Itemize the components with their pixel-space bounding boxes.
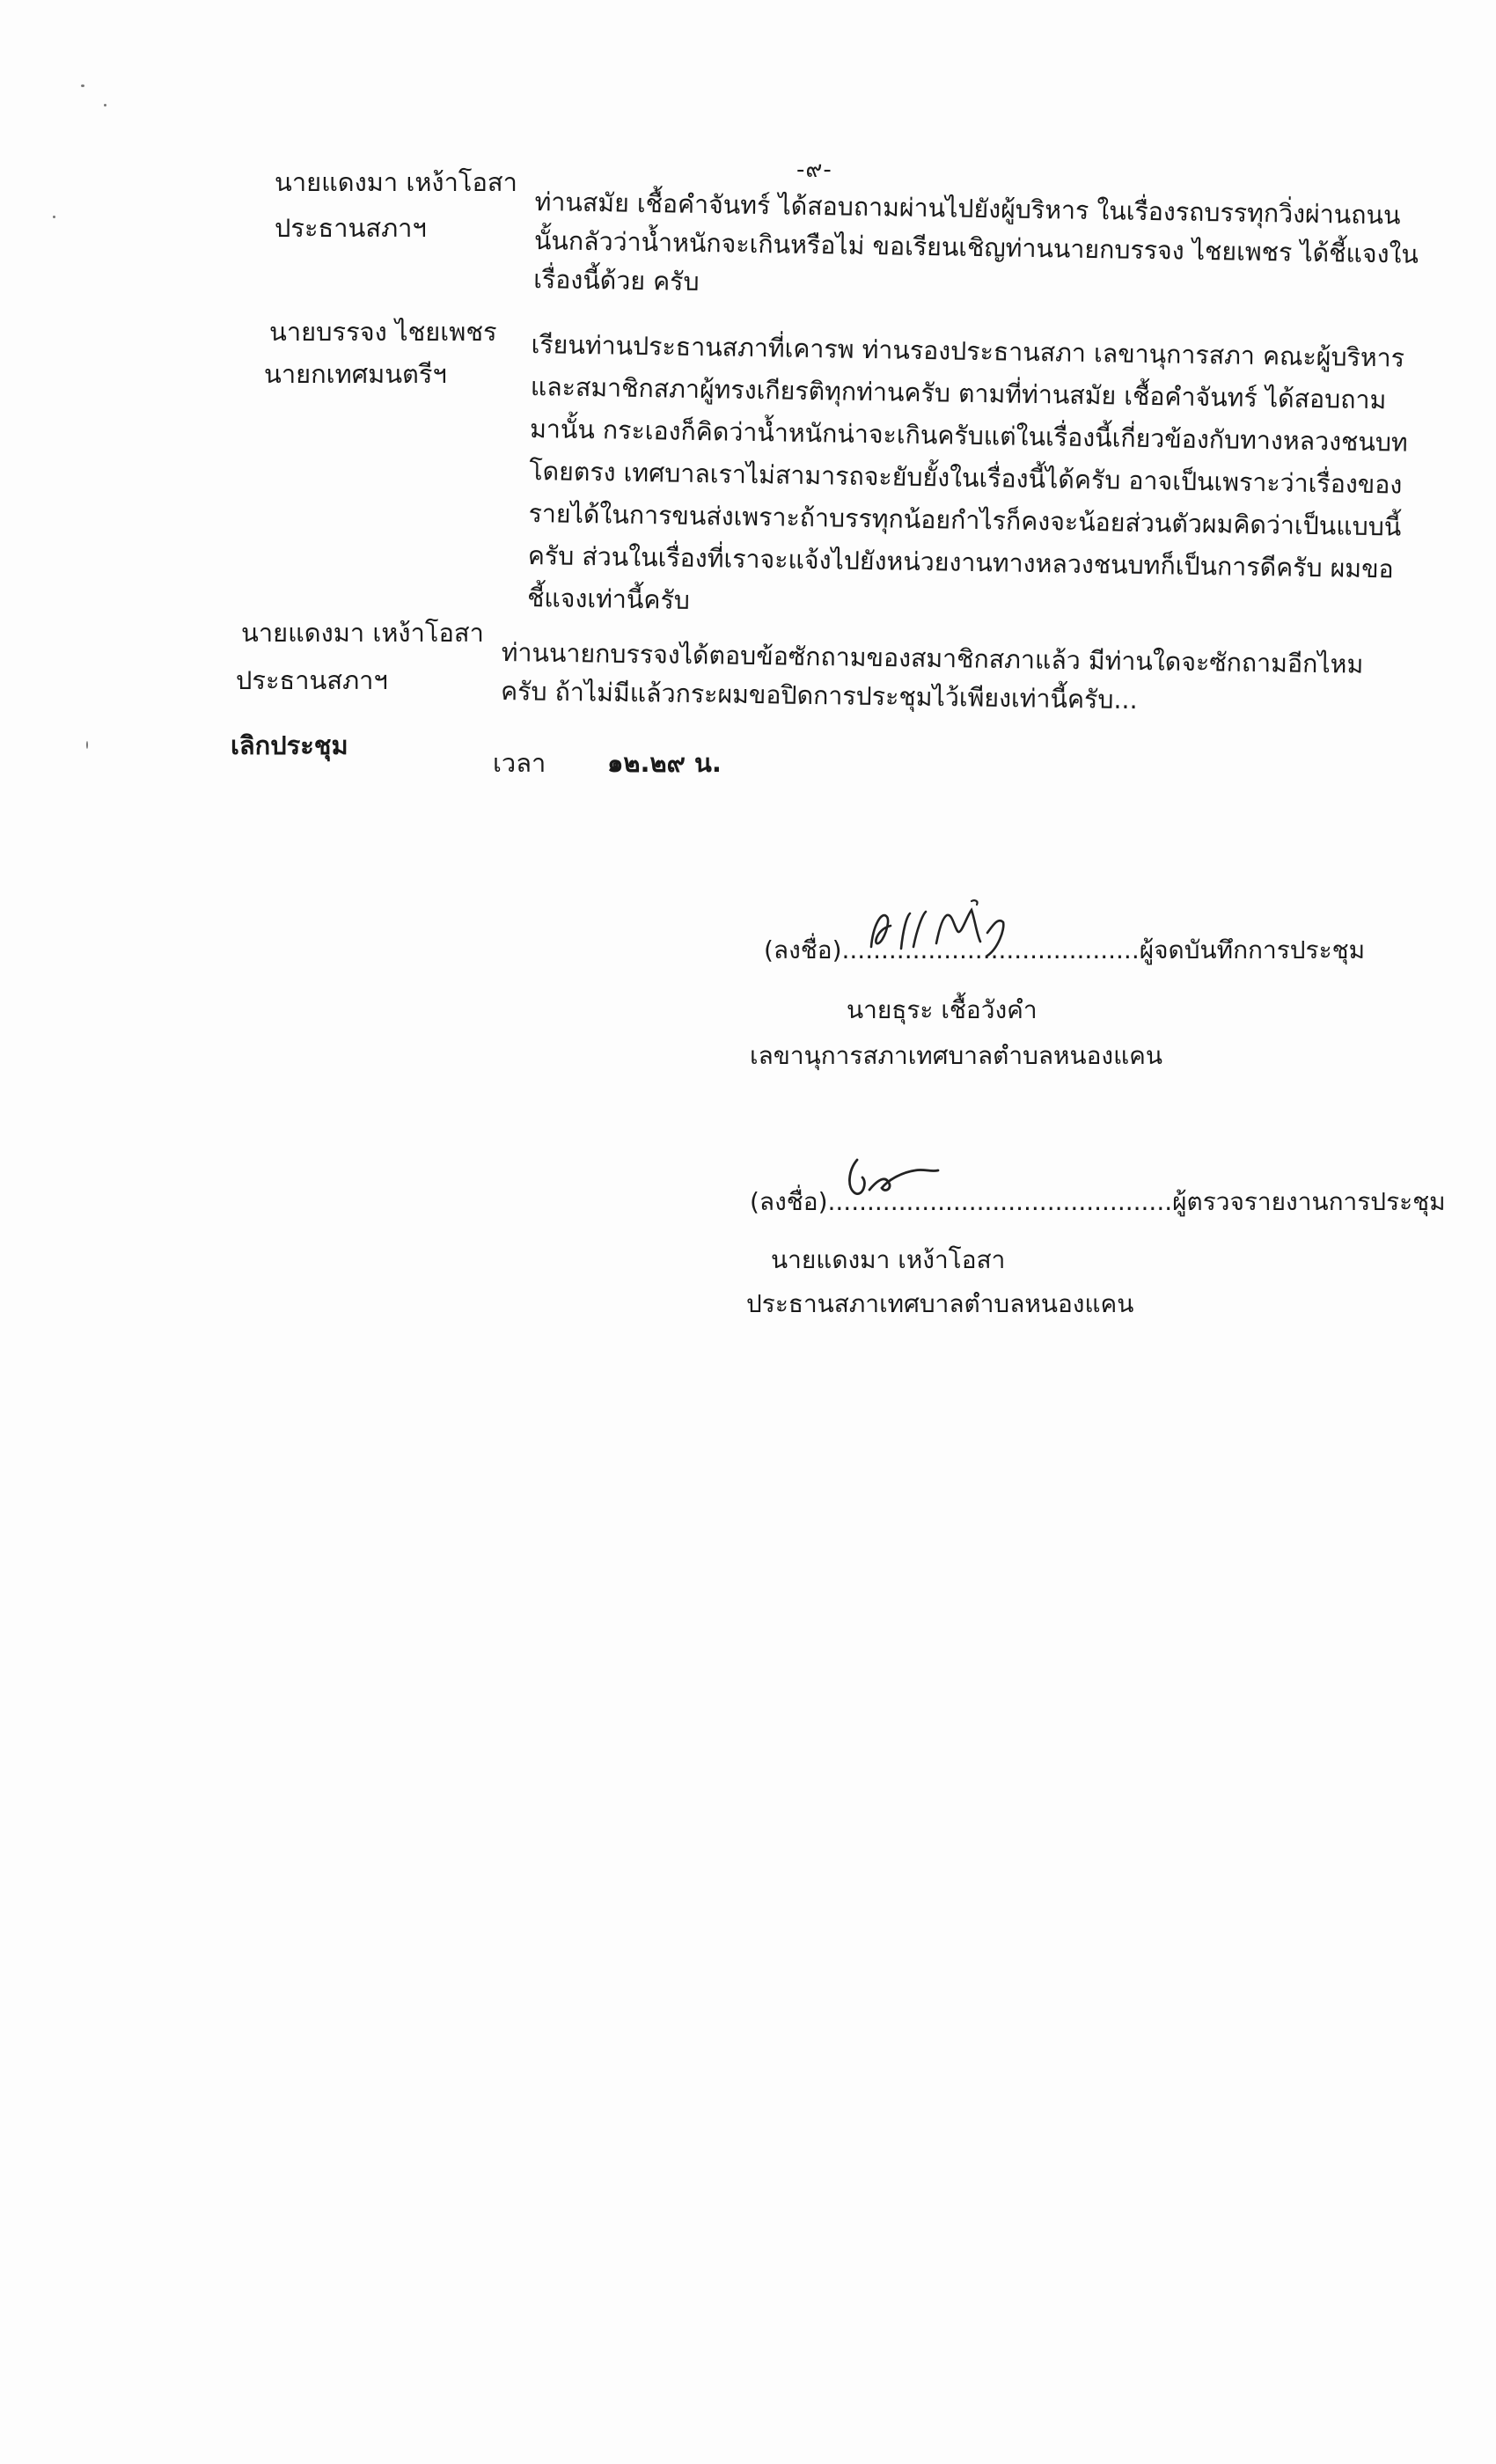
signature-name: นายแดงมา เหง้าโอสา [771,1245,1006,1274]
handwritten-signature [836,1144,959,1206]
signature-title: ประธานสภาเทศบาลตำบลหนองแคน [746,1289,1134,1318]
signature-prefix: (ลงชื่อ) [764,935,842,964]
page-number: -๙- [796,157,832,183]
speech-line: ชี้แจงเท่านี้ครับ [526,583,691,615]
speech-line: โดยตรง เทศบาลเราไม่สามารถจะยับยั้งในเรื่องนี้ได้ครับ อาจเป็นเพราะว่าเรื่องของ [529,456,1403,500]
signature-line [764,931,1365,970]
speech-line: และสมาชิกสภาผู้ทรงเกียรติทุกท่านครับ ตามที่ท่านสมัย เชื้อคำจันทร์ ได้สอบถาม [530,371,1387,415]
speech-line: เรียนท่านประธานสภาที่เคารพ ท่านรองประธานสภา เลขานุการสภา คณะผู้บริหาร [531,329,1405,373]
speech-block [533,183,1419,313]
speech-block [527,324,1410,634]
scan-speck [86,741,88,749]
signature-dots: ...................................... [841,935,1140,964]
scan-speck [104,104,106,106]
signature-dots: ............................................ [827,1187,1173,1216]
closing-time-value: ๑๒.๒๙ น. [607,748,722,778]
speech-line: รายได้ในการขนส่งเพราะถ้าบรรทุกน้อยกำไรก็คงจะน้อยส่วนตัวผมคิดว่าเป็นแบบนี้ [528,498,1402,542]
speech-line: ท่านนายกบรรจงได้ตอบข้อซักถามของสมาชิกสภาแล้ว มีท่านใดจะซักถามอีกไหม [501,637,1364,679]
speaker-role: นายกเทศมนตรีฯ [264,359,447,389]
speaker-role: ประธานสภาฯ [236,665,388,695]
speaker-name: นายบรรจง ไชยเพชร [269,317,497,347]
signature-title: เลขานุการสภาเทศบาลตำบลหนองแคน [750,1041,1163,1070]
handwritten-signature [855,891,1031,961]
speech-line: นั้นกลัวว่าน้ำหนักจะเกินหรือไม่ ขอเรียนเชิญท่านนายกบรรจง ไชยเพชร ได้ชี้แจงใน [533,225,1419,269]
speaker-name: นายแดงมา เหง้าโอสา [241,618,484,648]
speech-line: ท่านสมัย เชื้อคำจันทร์ ได้สอบถามผ่านไปยังผู้บริหาร ในเรื่องรถบรรทุกวิ่งผ่านถนน [534,187,1401,231]
speech-line: มานั้น กระเองก็คิดว่าน้ำหนักน่าจะเกินครับแต่ในเรื่องนี้เกี่ยวข้องกับทางหลวงชนบท [529,414,1408,458]
speaker-role: ประธานสภาฯ [275,213,427,243]
speech-line: ครับ ถ้าไม่มีแล้วกระผมขอปิดการประชุมไว้เพียงเท่านี้ครับ... [500,676,1138,715]
scan-speck [53,216,55,218]
speaker-name: นายแดงมา เหง้าโอสา [275,167,517,197]
closing-time-label: เวลา [493,748,546,778]
closing-label: เลิกประชุม [231,730,348,760]
speech-line: เรื่องนี้ด้วย ครับ [533,264,700,297]
speech-block [501,634,1364,723]
signature-role: ผู้ตรวจรายงานการประชุม [1172,1187,1446,1216]
signature-role: ผู้จดบันทึกการประชุม [1139,935,1366,964]
scan-speck [81,84,84,87]
signature-name: นายธุระ เชื้อวังคำ [847,995,1038,1024]
signature-prefix: (ลงชื่อ) [750,1187,828,1216]
speech-line: ครับ ส่วนในเรื่องที่เราจะแจ้งไปยังหน่วยงานทางหลวงชนบทก็เป็นการดีครับ ผมขอ [527,540,1394,584]
